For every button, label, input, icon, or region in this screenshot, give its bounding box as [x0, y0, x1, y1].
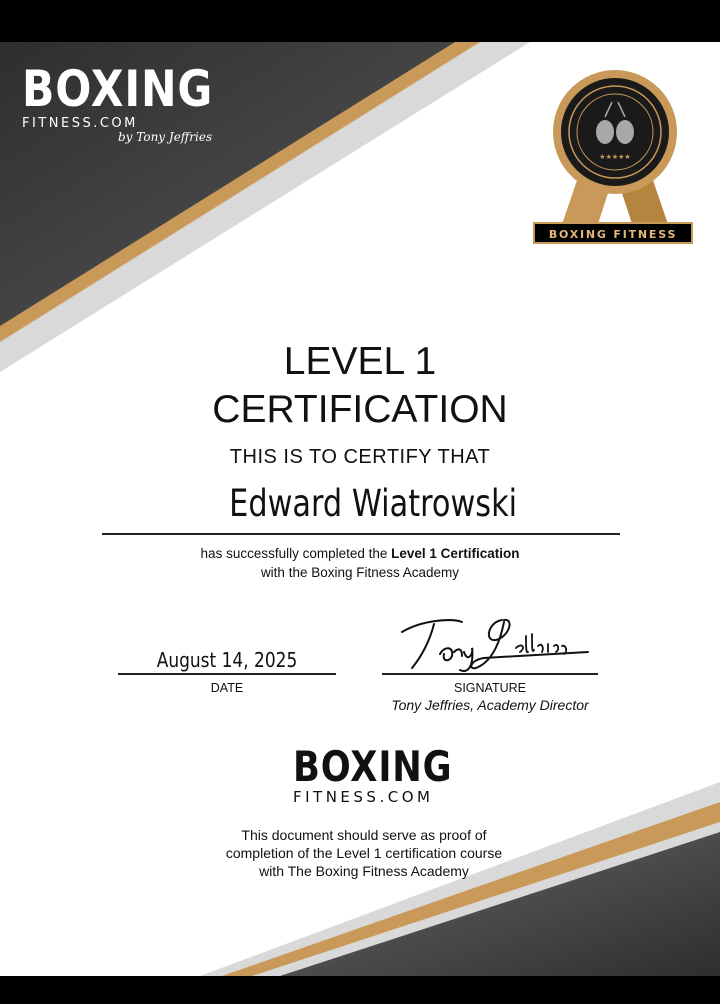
- completion-statement: [0, 544, 720, 582]
- proof-line-3: with The Boxing Fitness Academy: [259, 863, 469, 879]
- signer-name: Tony Jeffries, Academy Director: [391, 697, 589, 713]
- footer-brand-logo: [293, 742, 483, 806]
- svg-text:★★★★★: ★★★★★: [599, 153, 631, 161]
- handwritten-signature: [392, 612, 592, 674]
- footer-brand-word: BOXING: [293, 742, 453, 791]
- completion-prefix: has successfully completed the: [200, 546, 392, 561]
- recipient-underline: [102, 533, 620, 535]
- proof-statement: [0, 826, 720, 880]
- footer-brand-sub: FITNESS.COM: [293, 788, 434, 806]
- certify-statement: THIS IS TO CERTIFY THAT: [229, 446, 491, 468]
- top-black-bar: [0, 0, 720, 42]
- proof-line-1: This document should serve as proof of: [241, 827, 487, 843]
- certificate-title: [0, 338, 720, 434]
- title-line-1: LEVEL 1: [283, 340, 437, 383]
- brand-byline: by Tony Jeffries: [118, 130, 213, 144]
- bottom-black-bar: [0, 976, 720, 1004]
- award-seal-icon: [530, 62, 700, 247]
- completion-academy: with the Boxing Fitness Academy: [260, 565, 460, 580]
- completion-course: Level 1 Certification: [391, 546, 520, 561]
- date-value: August 14, 2025: [156, 648, 298, 672]
- top-brand-logo: [22, 60, 247, 131]
- date-underline: [118, 673, 336, 675]
- certificate-page: [0, 42, 720, 976]
- brand-word: BOXING: [22, 60, 214, 118]
- signature-underline: [382, 673, 598, 675]
- signature-label: SIGNATURE: [454, 681, 526, 695]
- date-label: DATE: [210, 681, 244, 695]
- seal-banner: BOXING FITNESS: [533, 222, 693, 244]
- brand-sub: FITNESS.COM: [22, 116, 138, 131]
- recipient-name: Edward Wiatrowski: [229, 482, 518, 525]
- title-line-2: CERTIFICATION: [212, 388, 508, 431]
- proof-line-2: completion of the Level 1 certification course: [225, 845, 503, 861]
